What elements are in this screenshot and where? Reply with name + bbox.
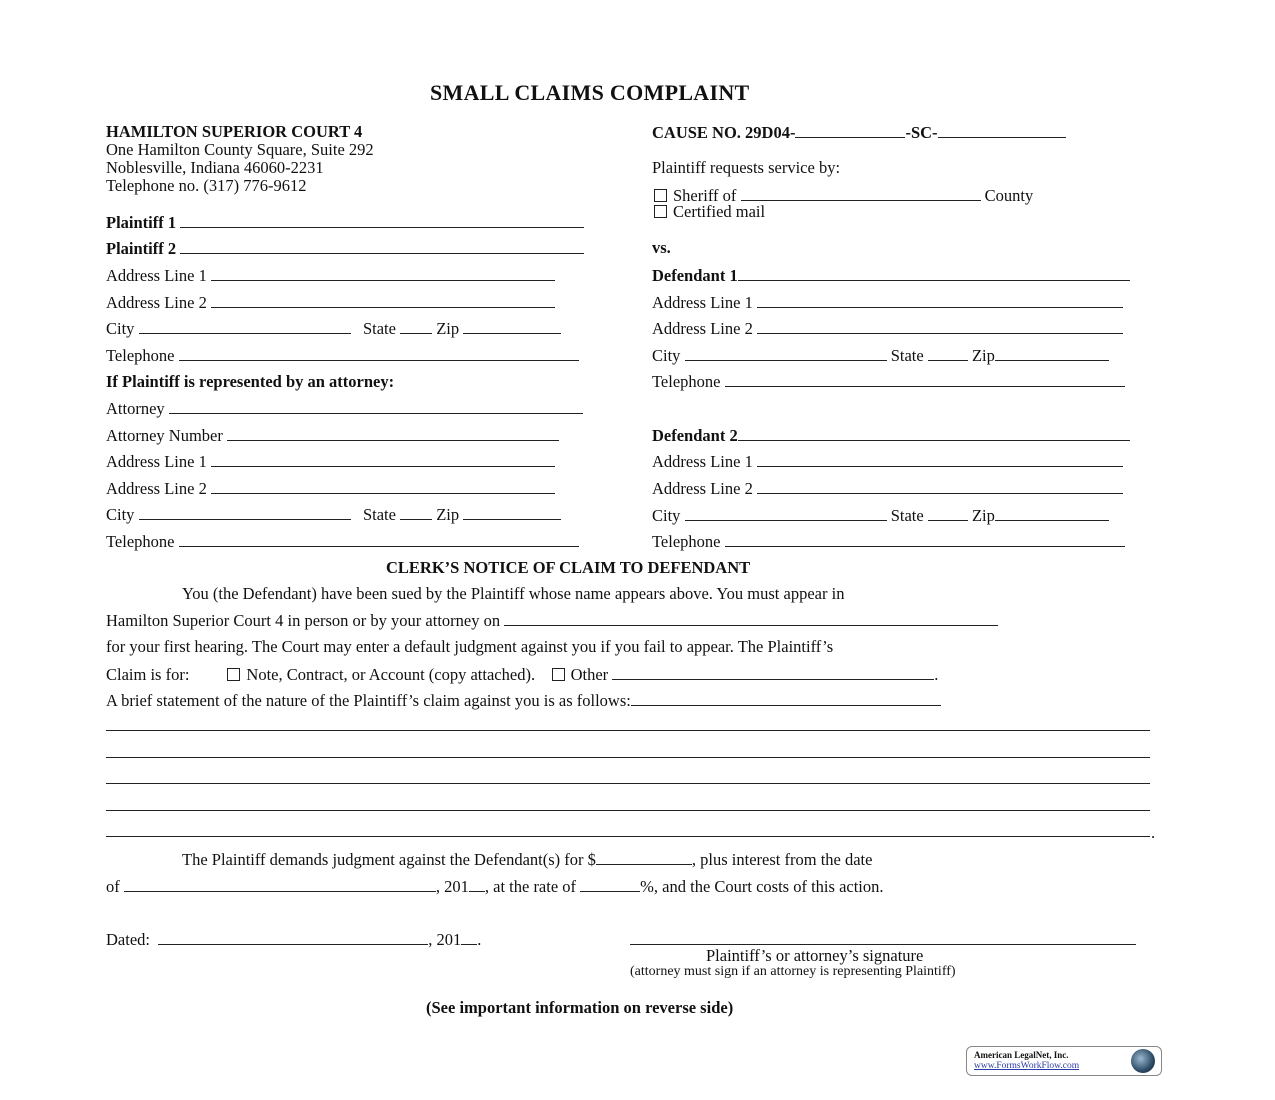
note-contract-label: Note, Contract, or Account (copy attached). [246, 665, 536, 684]
interest-date-field[interactable] [124, 877, 436, 892]
defendant-2-label: Defendant 2 [652, 426, 738, 445]
logo-name: American LegalNet, Inc. [974, 1050, 1069, 1060]
plaintiff-state-label: State [362, 319, 396, 338]
plaintiff-2-field[interactable] [180, 239, 584, 254]
page-title: SMALL CLAIMS COMPLAINT [430, 80, 750, 105]
defendant-1-label: Defendant 1 [652, 266, 738, 285]
judgment-text-f: %, and the Court costs of this action. [640, 877, 884, 896]
defendant-2-addr2-row[interactable] [652, 479, 1123, 498]
interest-year-field[interactable] [469, 877, 485, 892]
defendant-2-addr1-row[interactable] [652, 452, 1123, 471]
attorney-phone-row[interactable] [106, 532, 579, 551]
notice-heading: CLERK’S NOTICE OF CLAIM TO DEFENDANT [386, 558, 751, 577]
plaintiff-zip-label: Zip [436, 319, 460, 338]
plaintiff-zip-field[interactable] [463, 319, 561, 334]
attorney-city-field[interactable] [139, 505, 351, 520]
notice-line-1: You (the Defendant) have been sued by the Plaintiff whose name appears above. You must appear in [182, 584, 845, 603]
judgment-row-1[interactable] [182, 850, 872, 869]
plaintiff-1-label: Plaintiff 1 [106, 213, 177, 232]
reverse-side-note: (See important information on reverse side) [426, 998, 734, 1017]
attorney-phone-field[interactable] [179, 532, 579, 547]
attorney-zip-field[interactable] [463, 505, 561, 520]
defendant-2-zip-label: Zip [971, 506, 995, 525]
claim-type-row[interactable]: Claim is for: Note, Contract, or Account (copy attached). Other . [106, 665, 939, 684]
attorney-number-row[interactable] [106, 426, 559, 445]
defendant-2-state-label: State [890, 506, 924, 525]
hearing-date-row[interactable] [106, 611, 998, 630]
globe-icon [1131, 1049, 1155, 1073]
judgment-text-e: , at the rate of [484, 877, 577, 896]
statement-line-1[interactable] [106, 730, 1150, 731]
attorney-number-field[interactable] [227, 426, 559, 441]
plaintiff-city-label: City [106, 319, 135, 338]
signature-label: Plaintiff’s or attorney’s signature [706, 946, 924, 965]
court-phone: Telephone no. (317) 776-9612 [106, 176, 307, 195]
defendant-2-addr2-label: Address Line 2 [652, 479, 753, 498]
statement-line-3[interactable] [106, 783, 1150, 784]
defendant-1-phone-field[interactable] [725, 372, 1125, 387]
attorney-state-label: State [362, 505, 396, 524]
defendant-1-state-field[interactable] [928, 346, 968, 361]
plaintiff-phone-label: Telephone [106, 346, 175, 365]
plaintiff-addr2-field[interactable] [211, 293, 555, 308]
cause-number[interactable] [652, 123, 1066, 142]
attorney-name-label: Attorney [106, 399, 165, 418]
cause-label: CAUSE NO. 29D04- [652, 123, 796, 142]
dated-label: Dated: [106, 930, 150, 949]
attorney-phone-label: Telephone [106, 532, 175, 551]
court-address-1: One Hamilton County Square, Suite 292 [106, 140, 374, 159]
certified-mail-label: Certified mail [673, 202, 766, 221]
attorney-state-field[interactable] [400, 505, 432, 520]
sheriff-county-field[interactable] [741, 186, 981, 201]
claim-for-label: Claim is for: [106, 665, 190, 684]
defendant-1-addr1-field[interactable] [757, 293, 1123, 308]
notice-line-2: Hamilton Superior Court 4 in person or by your attorney on [106, 611, 501, 630]
cause-field-2[interactable] [938, 123, 1066, 138]
vs-label: vs. [652, 238, 671, 257]
plaintiff-1-field[interactable] [180, 213, 584, 228]
defendant-1-addr1-row[interactable] [652, 293, 1123, 312]
defendant-2-row[interactable] [652, 426, 1130, 445]
defendant-1-field[interactable] [738, 266, 1130, 281]
defendant-1-phone-label: Telephone [652, 372, 721, 391]
hearing-date-field[interactable] [504, 611, 998, 626]
defendant-1-phone-row[interactable] [652, 372, 1125, 391]
dated-period: . [477, 930, 482, 949]
service-mail[interactable] [654, 203, 765, 221]
logo-url-link[interactable]: www.FormsWorkFlow.com [974, 1061, 1080, 1071]
defendant-2-addr2-field[interactable] [757, 479, 1123, 494]
plaintiff-addr1-row[interactable] [106, 266, 555, 285]
defendant-2-phone-label: Telephone [652, 532, 721, 551]
dated-year-field[interactable] [461, 930, 477, 945]
defendant-1-zip-field[interactable] [995, 346, 1109, 361]
plaintiff-city-field[interactable] [139, 319, 351, 334]
plaintiff-addr2-label: Address Line 2 [106, 293, 207, 312]
signature-line[interactable] [630, 944, 1136, 945]
cause-mid: -SC- [905, 123, 938, 142]
defendant-2-addr1-label: Address Line 1 [652, 452, 753, 471]
defendant-1-zip-label: Zip [971, 346, 995, 365]
statement-label: A brief statement of the nature of the Plaintiff’s claim against you is as follows: [106, 691, 631, 710]
court-address-2: Noblesville, Indiana 46060-2231 [106, 158, 324, 177]
attorney-addr2-row[interactable] [106, 479, 555, 498]
defendant-1-city-field[interactable] [685, 346, 887, 361]
attorney-number-label: Attorney Number [106, 426, 223, 445]
defendant-2-addr1-field[interactable] [757, 452, 1123, 467]
defendant-1-city-label: City [652, 346, 681, 365]
sheriff-label: Sheriff of [673, 186, 737, 205]
judgment-amount-field[interactable] [596, 850, 692, 865]
defendant-1-row[interactable] [652, 266, 1130, 285]
defendant-1-addr1-label: Address Line 1 [652, 293, 753, 312]
note-contract-checkbox[interactable] [227, 668, 240, 681]
defendant-1-addr2-row[interactable] [652, 319, 1123, 338]
defendant-2-field[interactable] [738, 426, 1130, 441]
defendant-1-addr2-field[interactable] [757, 319, 1123, 334]
notice-line-3: for your first hearing. The Court may enter a default judgment against you if you fail to appear. The Plaintiff’s [106, 637, 834, 656]
signature-note: (attorney must sign if an attorney is representing Plaintiff) [630, 964, 956, 979]
dated-field[interactable] [158, 930, 428, 945]
plaintiff-1-row[interactable] [106, 213, 584, 232]
attorney-name-field[interactable] [169, 399, 583, 414]
dated-row[interactable] [106, 930, 481, 949]
attorney-zip-label: Zip [436, 505, 460, 524]
county-label: County [984, 186, 1034, 205]
statement-line-2[interactable] [106, 757, 1150, 758]
defendant-2-city-label: City [652, 506, 681, 525]
defendant-2-state-field[interactable] [928, 506, 968, 521]
defendant-2-city-row[interactable] [652, 506, 1109, 525]
plaintiff-city-row[interactable] [106, 319, 561, 338]
cause-field-1[interactable] [795, 123, 905, 138]
plaintiff-phone-field[interactable] [179, 346, 579, 361]
judgment-text-c: of [106, 877, 120, 896]
plaintiff-state-field[interactable] [400, 319, 432, 334]
statement-period: . [1151, 823, 1156, 842]
plaintiff-addr2-row[interactable] [106, 293, 555, 312]
plaintiff-2-row[interactable] [106, 239, 584, 258]
statement-line-5[interactable] [106, 836, 1150, 837]
defendant-1-state-label: State [890, 346, 924, 365]
attorney-addr2-label: Address Line 2 [106, 479, 207, 498]
attorney-city-row[interactable] [106, 505, 561, 524]
plaintiff-addr1-label: Address Line 1 [106, 266, 207, 285]
judgment-row-2[interactable] [106, 877, 884, 896]
attorney-addr1-field[interactable] [211, 452, 555, 467]
attorney-city-label: City [106, 505, 135, 524]
other-checkbox[interactable] [552, 668, 565, 681]
interest-rate-field[interactable] [580, 877, 640, 892]
plaintiff-2-label: Plaintiff 2 [106, 239, 177, 258]
dated-year-label: , 201 [428, 930, 462, 949]
other-field[interactable] [612, 665, 934, 680]
plaintiff-phone-row[interactable] [106, 346, 579, 365]
defendant-2-phone-row[interactable] [652, 532, 1125, 551]
attorney-addr2-field[interactable] [211, 479, 555, 494]
attorney-heading: If Plaintiff is represented by an attorney: [106, 372, 395, 391]
statement-row[interactable] [106, 691, 941, 710]
defendant-2-zip-field[interactable] [995, 506, 1109, 521]
defendant-1-addr2-label: Address Line 2 [652, 319, 753, 338]
certified-mail-checkbox[interactable] [654, 205, 667, 218]
defendant-1-city-row[interactable] [652, 346, 1109, 365]
service-label: Plaintiff requests service by: [652, 158, 841, 177]
sheriff-checkbox[interactable] [654, 189, 667, 202]
attorney-name-row[interactable] [106, 399, 583, 418]
judgment-text-a: The Plaintiff demands judgment against the Defendant(s) for $ [182, 850, 596, 869]
attorney-addr1-label: Address Line 1 [106, 452, 207, 471]
attorney-addr1-row[interactable] [106, 452, 555, 471]
judgment-text-d: , 201 [435, 877, 469, 896]
statement-field-0[interactable] [631, 691, 941, 706]
defendant-2-phone-field[interactable] [725, 532, 1125, 547]
court-name: HAMILTON SUPERIOR COURT 4 [106, 122, 363, 141]
other-label: Other [570, 665, 609, 684]
american-legalnet-logo[interactable] [966, 1046, 1162, 1076]
judgment-text-b: , plus interest from the date [691, 850, 873, 869]
plaintiff-addr1-field[interactable] [211, 266, 555, 281]
statement-line-4[interactable] [106, 810, 1150, 811]
defendant-2-city-field[interactable] [685, 506, 887, 521]
